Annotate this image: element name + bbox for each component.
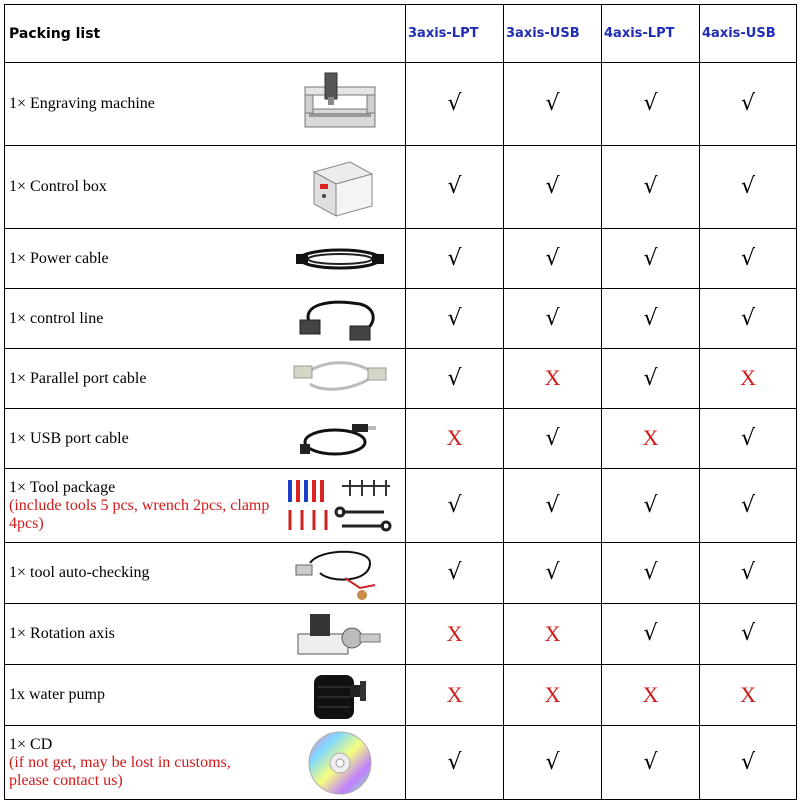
column-header-3axis-lpt: 3axis-LPT: [406, 5, 504, 63]
mark-cell-3axis-lpt: [406, 229, 504, 289]
mark-cell-4axis-lpt: [602, 604, 700, 665]
packing-list-table: [4, 4, 797, 800]
mark-cell-3axis-lpt: [406, 665, 504, 726]
mark-cell-3axis-usb: [504, 289, 602, 349]
usb-cable-icon: [275, 414, 406, 464]
cross-mark-icon: X: [544, 365, 561, 390]
mark-cell-4axis-lpt: [602, 409, 700, 469]
check-mark-icon: √: [741, 560, 756, 585]
check-mark-icon: √: [447, 174, 462, 199]
check-mark-icon: √: [545, 305, 560, 331]
mark-cell-4axis-lpt: [602, 349, 700, 409]
mark-cell-3axis-usb: [504, 229, 602, 289]
check-mark-icon: √: [545, 174, 560, 199]
cross-mark-icon: X: [446, 681, 463, 707]
item-name: 1× Tool package: [9, 478, 116, 496]
table-title: Packing list: [5, 5, 406, 63]
check-mark-icon: √: [545, 425, 560, 451]
item-name-cell: [5, 146, 275, 229]
table-row: [5, 469, 797, 543]
check-mark-icon: √: [643, 749, 658, 775]
header-row: [5, 5, 797, 63]
item-note: (include tools 5 pcs, wrench 2pcs, clamp 4pcs): [9, 496, 270, 532]
check-mark-icon: √: [741, 305, 756, 331]
table-row: [5, 349, 797, 409]
mark-cell-3axis-lpt: [406, 146, 504, 229]
item-image-cell: [275, 665, 406, 726]
check-mark-icon: √: [545, 245, 560, 271]
mark-cell-4axis-lpt: [602, 665, 700, 726]
item-name: 1× USB port cable: [9, 429, 129, 447]
item-image-cell: [275, 349, 406, 409]
mark-cell-4axis-usb: [700, 229, 797, 289]
check-mark-icon: √: [741, 174, 756, 199]
cross-mark-icon: X: [446, 620, 463, 646]
check-mark-icon: √: [447, 749, 462, 775]
item-name-cell: [5, 665, 275, 726]
check-mark-icon: √: [545, 560, 560, 585]
mark-cell-3axis-usb: [504, 146, 602, 229]
mark-cell-4axis-usb: [700, 543, 797, 604]
item-name-cell: [5, 229, 275, 289]
item-image-cell: [275, 543, 406, 604]
item-note: (if not get, may be lost in customs, please contact us): [9, 753, 231, 789]
table-row: [5, 604, 797, 665]
item-image-cell: [275, 409, 406, 469]
check-mark-icon: √: [545, 91, 560, 116]
column-header-4axis-lpt: 4axis-LPT: [602, 5, 700, 63]
check-mark-icon: √: [447, 305, 462, 331]
check-mark-icon: √: [643, 305, 658, 331]
cross-mark-icon: X: [642, 681, 659, 707]
mark-cell-4axis-usb: [700, 604, 797, 665]
item-name-cell: [5, 604, 275, 665]
mark-cell-3axis-usb: [504, 726, 602, 800]
table-row: [5, 63, 797, 146]
parallel-cable-icon: [275, 354, 406, 404]
cross-mark-icon: X: [740, 365, 756, 390]
mark-cell-4axis-usb: [700, 409, 797, 469]
table-row: [5, 289, 797, 349]
table-row: [5, 229, 797, 289]
item-image-cell: [275, 229, 406, 289]
item-image-cell: [275, 146, 406, 229]
cross-mark-icon: X: [740, 681, 756, 707]
cd-icon: [275, 728, 406, 798]
check-mark-icon: √: [643, 91, 658, 116]
control-line-icon: [275, 294, 406, 344]
engraving-machine-icon: [275, 69, 406, 139]
mark-cell-4axis-usb: [700, 469, 797, 543]
check-mark-icon: √: [643, 365, 658, 391]
item-name-cell: [5, 469, 275, 543]
mark-cell-3axis-usb: [504, 409, 602, 469]
check-mark-icon: √: [741, 245, 756, 271]
check-mark-icon: √: [447, 492, 462, 518]
mark-cell-3axis-usb: [504, 543, 602, 604]
item-image-cell: [275, 469, 406, 543]
mark-cell-3axis-usb: [504, 349, 602, 409]
table-row: [5, 146, 797, 229]
item-name-cell: [5, 726, 275, 800]
item-image-cell: [275, 63, 406, 146]
table-row: [5, 665, 797, 726]
mark-cell-4axis-usb: [700, 349, 797, 409]
rotation-axis-icon: [275, 604, 406, 664]
check-mark-icon: √: [643, 621, 658, 646]
check-mark-icon: √: [545, 749, 560, 775]
mark-cell-3axis-lpt: [406, 349, 504, 409]
cross-mark-icon: X: [642, 425, 659, 450]
table-row: [5, 409, 797, 469]
mark-cell-3axis-usb: [504, 469, 602, 543]
column-header-4axis-usb: 4axis-USB: [700, 5, 797, 63]
cross-mark-icon: X: [446, 425, 463, 450]
mark-cell-3axis-lpt: [406, 604, 504, 665]
mark-cell-3axis-lpt: [406, 469, 504, 543]
mark-cell-3axis-usb: [504, 63, 602, 146]
mark-cell-3axis-lpt: [406, 543, 504, 604]
item-name: 1× Control box: [9, 178, 107, 195]
check-mark-icon: √: [741, 425, 756, 451]
item-name-cell: [5, 289, 275, 349]
item-name: 1× Rotation axis: [9, 625, 115, 642]
mark-cell-4axis-usb: [700, 63, 797, 146]
mark-cell-3axis-usb: [504, 604, 602, 665]
mark-cell-4axis-lpt: [602, 146, 700, 229]
mark-cell-3axis-lpt: [406, 63, 504, 146]
mark-cell-4axis-lpt: [602, 289, 700, 349]
mark-cell-4axis-usb: [700, 289, 797, 349]
check-mark-icon: √: [545, 492, 560, 518]
mark-cell-4axis-lpt: [602, 63, 700, 146]
item-name: 1× Engraving machine: [9, 95, 155, 112]
check-mark-icon: √: [447, 365, 462, 391]
control-box-icon: [275, 152, 406, 222]
mark-cell-4axis-usb: [700, 726, 797, 800]
item-name-cell: [5, 349, 275, 409]
mark-cell-4axis-lpt: [602, 229, 700, 289]
mark-cell-4axis-lpt: [602, 726, 700, 800]
item-image-cell: [275, 726, 406, 800]
item-name-cell: [5, 409, 275, 469]
mark-cell-4axis-lpt: [602, 543, 700, 604]
check-mark-icon: √: [447, 91, 462, 116]
check-mark-icon: √: [643, 492, 658, 518]
mark-cell-3axis-lpt: [406, 289, 504, 349]
column-header-3axis-usb: 3axis-USB: [504, 5, 602, 63]
item-name: 1× Power cable: [9, 249, 109, 267]
check-mark-icon: √: [447, 560, 462, 585]
item-name: 1× CD: [9, 735, 53, 753]
check-mark-icon: √: [447, 245, 462, 271]
mark-cell-3axis-lpt: [406, 409, 504, 469]
table-row: [5, 726, 797, 800]
water-pump-icon: [275, 665, 406, 725]
mark-cell-4axis-usb: [700, 146, 797, 229]
item-name: 1× control line: [9, 309, 104, 327]
item-image-cell: [275, 289, 406, 349]
item-name: 1× tool auto-checking: [9, 564, 150, 581]
table-row: [5, 543, 797, 604]
check-mark-icon: √: [741, 492, 756, 518]
mark-cell-3axis-lpt: [406, 726, 504, 800]
item-name-cell: [5, 543, 275, 604]
item-image-cell: [275, 604, 406, 665]
item-name: 1× Parallel port cable: [9, 369, 147, 387]
check-mark-icon: √: [643, 560, 658, 585]
check-mark-icon: √: [643, 245, 658, 271]
item-name: 1x water pump: [9, 686, 105, 703]
check-mark-icon: √: [741, 621, 756, 646]
check-mark-icon: √: [741, 91, 756, 116]
power-cable-icon: [275, 239, 406, 279]
mark-cell-3axis-usb: [504, 665, 602, 726]
check-mark-icon: √: [643, 174, 658, 199]
tool-package-icon: [275, 476, 406, 536]
mark-cell-4axis-usb: [700, 665, 797, 726]
tool-sensor-icon: [275, 543, 406, 603]
mark-cell-4axis-lpt: [602, 469, 700, 543]
cross-mark-icon: X: [544, 681, 561, 707]
cross-mark-icon: X: [544, 620, 561, 646]
check-mark-icon: √: [741, 749, 756, 775]
item-name-cell: [5, 63, 275, 146]
